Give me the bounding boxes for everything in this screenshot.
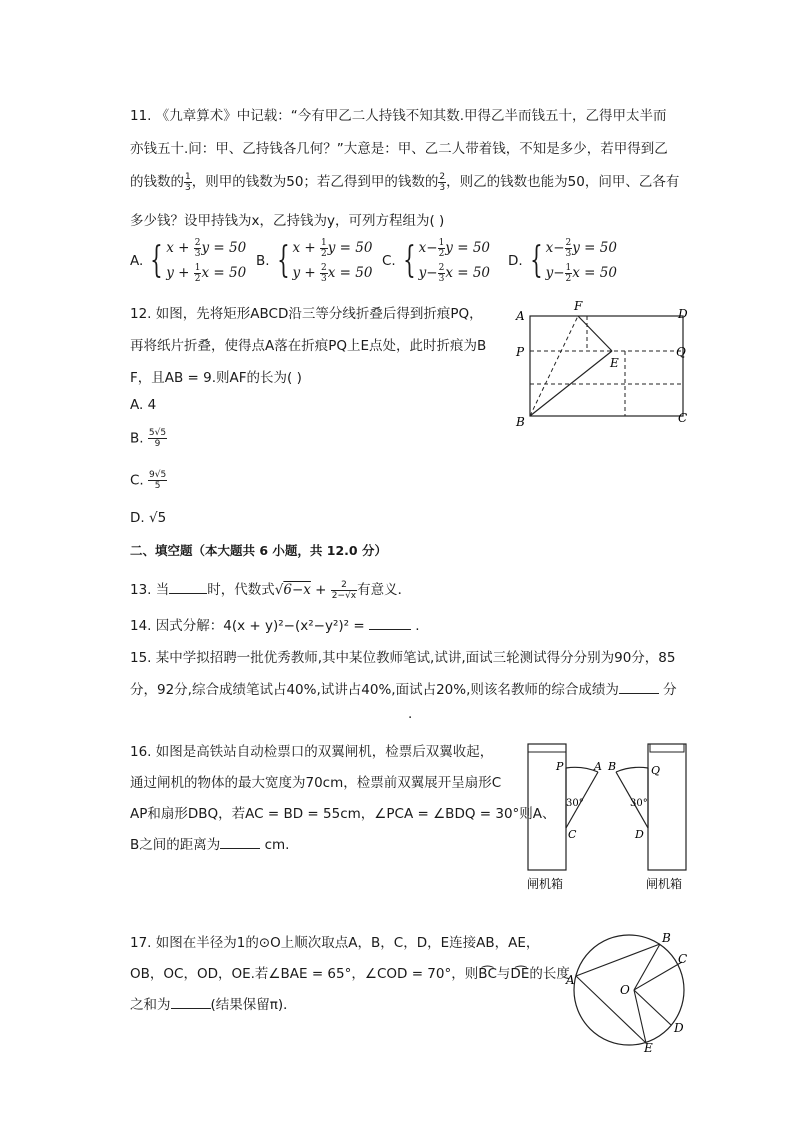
q15-line1: 15. 某中学拟招聘一批优秀教师,其中某位教师笔试,试讲,面试三轮测试得分分别为90分，85	[130, 650, 676, 666]
q12-option-d[interactable]: D. √5	[130, 510, 167, 526]
q17-line3: 之和为 (结果保留π)．	[130, 997, 297, 1013]
label-c: C	[678, 952, 688, 966]
q13-line: 13. 当 时，代数式√6−x + $\frac{2}{2-√x}$ 有意义．	[130, 579, 412, 601]
label-b: B	[516, 415, 525, 429]
q16-gate-figure	[520, 738, 700, 898]
fraction-two-thirds: $\frac{2}{3}$	[439, 171, 446, 193]
q12-option-c[interactable]: C. $\frac{9√5}{5}$	[130, 470, 167, 491]
q17-circle-figure	[562, 928, 694, 1056]
q11-option-b[interactable]: B. { x + $\frac{1}{2}$ y = 50 y + $\frac{2}{3}$ x = 50	[256, 238, 373, 284]
q17-line2: OB，OC，OD，OE.若∠BAE = 65°，∠COD = 70°，则B͡C与D͡E的长度	[130, 966, 570, 982]
option-label: B.	[130, 430, 144, 447]
label-f: F	[574, 299, 583, 313]
fraction-one-third: $\frac{1}{3}$	[185, 171, 191, 193]
section2-heading: 二、填空题（本大题共 6 小题，共 12.0 分）	[130, 543, 387, 558]
label-d: D	[678, 307, 688, 321]
q15-answer-blank[interactable]	[619, 681, 659, 694]
label-q: Q	[676, 345, 686, 359]
q16-answer-blank[interactable]	[220, 836, 260, 849]
q16-line1: 16. 如图是高铁站自动检票口的双翼闸机，检票后双翼收起，	[130, 744, 494, 760]
option-label: C.	[130, 472, 144, 489]
q15-line3: .	[408, 706, 413, 722]
label-a: A	[516, 309, 525, 323]
q11-line1: 11. 《九章算术》中记载：“今有甲乙二人持钱不知其数.甲得乙半而钱五十，乙得甲太半而	[130, 108, 667, 124]
label-p: P	[516, 345, 525, 359]
q16-line4: B之间的距离为 cm.	[130, 837, 290, 853]
q17-answer-blank[interactable]	[171, 996, 211, 1009]
q11-line3	[130, 170, 679, 193]
q12-option-b[interactable]: B. $\frac{5√5}{9}$	[130, 428, 167, 449]
option-label: D.	[130, 510, 145, 526]
q12-line3: F，且AB = 9.则AF的长为( )	[130, 370, 302, 386]
q11-option-c[interactable]: C. { x− $\frac{1}{2}$ y = 50 y− $\frac{2}{3}$ x = 50	[382, 238, 490, 284]
option-label: B.	[256, 253, 270, 269]
q12-line2: 再将纸片折叠，使得点A落在折痕PQ上E点处，此时折痕为B	[130, 338, 487, 354]
label-o: O	[620, 983, 630, 997]
option-label: C.	[382, 253, 396, 269]
q11-line3c: ，则乙的钱数也能为50，问甲、乙各有	[446, 174, 680, 190]
q12-line1: 12. 如图，先将矩形ABCD沿三等分线折叠后得到折痕PQ，	[130, 306, 483, 322]
label-q: Q	[651, 764, 661, 777]
q11-line3a: 的钱数的	[130, 174, 184, 190]
q11-option-d[interactable]: D. { x− $\frac{2}{3}$ y = 50 y− $\frac{1}{2}$ x = 50	[508, 238, 617, 284]
q11-line3b: ，则甲的钱数为50；若乙得到甲的钱数的	[191, 174, 439, 190]
label-d: D	[635, 828, 644, 841]
label-a: A	[566, 973, 575, 987]
option-label: D.	[508, 253, 523, 269]
option-label: A.	[130, 253, 144, 269]
q12-option-a[interactable]: A. 4	[130, 397, 157, 413]
q11-line4: 多少钱？设甲持钱为x，乙持钱为y，可列方程组为( )	[130, 213, 445, 229]
label-b: B	[608, 760, 617, 773]
label-c: C	[568, 828, 577, 841]
q16-line3: AP和扇形DBQ，若AC = BD = 55cm，∠PCA = ∠BDQ = 30°则A、	[130, 806, 556, 822]
q14-answer-blank[interactable]	[369, 617, 411, 630]
angle-right: 30°	[630, 798, 648, 809]
q15-line2: 分，92分,综合成绩笔试占40%,试讲占40%,面试占20%,则该名教师的综合成绩为 分	[130, 682, 677, 698]
q14-line: 14. 因式分解：4(x + y)²−(x²−y²)² = .	[130, 618, 420, 634]
angle-left: 30°	[566, 798, 584, 809]
label-e: E	[644, 1041, 653, 1055]
label-a: A	[594, 760, 602, 773]
q13-answer-blank[interactable]	[169, 581, 207, 594]
label-b: B	[662, 931, 671, 945]
box-right-label: 闸机箱	[646, 877, 683, 891]
q11-option-a[interactable]: A. { x + $\frac{2}{3}$ y = 50 y + $\frac{1}{2}$ x = 50	[130, 238, 247, 284]
q17-line1: 17. 如图在半径为1的⊙O上顺次取点A，B，C，D，E连接AB，AE，	[130, 935, 540, 951]
label-p: P	[556, 760, 564, 773]
box-left-label: 闸机箱	[527, 877, 564, 891]
label-c: C	[678, 411, 688, 425]
q11-line2: 亦钱五十.问：甲、乙持钱各几何？”大意是：甲、乙二人带着钱，不知是多少，若甲得到乙	[130, 141, 668, 157]
label-e: E	[610, 356, 619, 370]
q16-line2: 通过闸机的物体的最大宽度为70cm，检票前双翼展开呈扇形C	[130, 775, 502, 791]
q12-rectangle-figure	[510, 296, 700, 431]
label-d: D	[674, 1021, 684, 1035]
